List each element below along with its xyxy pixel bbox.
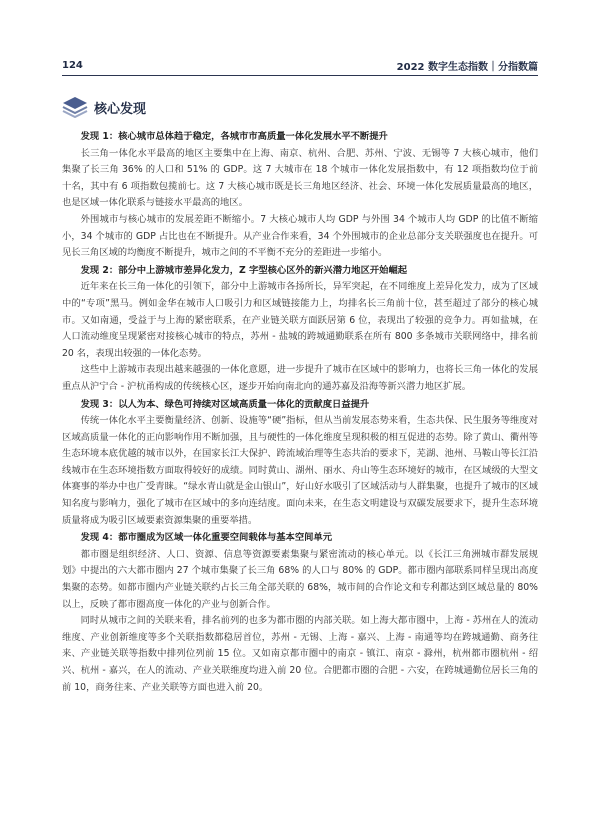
finding-3-paragraph-1: 传统一体化水平主要衡量经济、创新、设施等“硬”指标，但从当前发展态势来看，生态共保、民生服务等维度对区域高质量一体化的正向影响作用不断加强，且与硬性的一体化维度呈现积极的相互促进的态势。除了黄山、衢州等生态环境本底优越的城市以外，在国家长江大保护、跨流域治理等生态共治的要求下，芜湖、池州、马鞍山等长江沿线城市在生态环境指数方面取得较好的成绩。同时黄山、湖州、丽水、舟山等生态环境好的城市，在区域级的大型文体赛事的举办中也广受青睐。“绿水青山就是金山银山”，好山好水吸引了区域活动与人群集聚，也提升了城市的区域知名度与影响力，强化了城市在区域中的多向连结度。面向未来，在生态文明建设与双碳发展要求下，提升生态环境质量将成为吸引区域要素资源集聚的重要举措。: [62, 415, 538, 526]
finding-4-paragraph-1: 都市圈是组织经济、人口、资源、信息等资源要素集聚与紧密流动的核心单元。以《长江三角洲城市群发展规划》中提出的六大都市圈内 27 个城市集聚了长三角 68% 的人口与 80% 的 GDP。都市圈内部联系同样呈现出高度集聚的态势。如都市圈内产业链关联约占长三角全部关联的 68%，城市间的合作论文和专利都达到区域总量的 80% 以上，反映了都市圈高度一体化的产业与创新合作。: [62, 548, 538, 610]
section-heading: [62, 96, 146, 118]
header-divider: [62, 75, 538, 76]
page-header: [62, 58, 538, 72]
finding-4-heading: 发现 4：都市圈成为区域一体化重要空间载体与基本空间单元: [80, 532, 333, 544]
stacked-layers-icon: [62, 96, 88, 118]
section-title: 核心发现: [94, 101, 147, 117]
running-title: 2022 数字生态指数｜分指数篇: [396, 61, 538, 73]
finding-2-paragraph-2: 这些中上游城市表现出越来越强的一体化意愿，进一步提升了城市在区域中的影响力，也将长三角一体化的发展重点从沪宁合 - 沪杭甬构成的传统核心区，逐步开始向南北向的通苏嘉及沿海等新兴潜力地区扩展。: [62, 364, 538, 392]
finding-2-heading: 发现 2：部分中上游城市差异化发力，Z 字型核心区外的新兴潜力地区开始崛起: [80, 264, 408, 276]
finding-1-heading: 发现 1：核心城市总体趋于稳定，各城市市高质量一体化发展水平不断提升: [80, 131, 388, 142]
finding-3-heading: 发现 3：以人为本、绿色可持续对区域高质量一体化的贡献度日益提升: [80, 398, 370, 410]
finding-4-paragraph-2: 同时从城市之间的关联来看，排名前列的也多为都市圈的内部关联。如上海大都市圈中，上海 - 苏州在人的流动维度、产业创新维度等多个关联指数都稳居首位，苏州 - 无锡、上海 - 嘉兴、上海 - 南通等均在跨城通勤、商务往来、产业链关联等指数中排列位列前 15 位。又如南京都市圈中的南京 - 镇江、南京 - 滁州，杭州都市圈杭州 - 绍兴、杭州 - 嘉兴，在人的流动、产业关联维度均进入前 20 位。合肥都市圈的合肥 - 六安，在跨城通勤位居长三角的前 10，商务往来、产业关联等方面也进入前 20。: [62, 615, 538, 693]
page-number: 124: [62, 59, 83, 71]
finding-2-paragraph-1: 近年来在长三角一体化的引领下，部分中上游城市各扬所长，异军突起，在不同维度上差异化发力，成为了区域中的“专项”黑马。例如金华在城市人口吸引力和区域链接能力上，均排名长三角前十位，甚至超过了部分的核心城市。又如南通，受益于与上海的紧密联系，在产业链关联方面跃居第 6 位，表现出了较强的竞争力。再如盐城，在人口流动维度呈现紧密对接核心城市的特点，苏州 - 盐城的跨城通勤联系在所有 800 多条城市关联网络中，排名前 20 名，表现出较强的一体化态势。: [62, 281, 538, 359]
finding-1-paragraph-2: 外围城市与核心城市的发展差距不断缩小。7 大核心城市人均 GDP 与外围 34 个城市人均 GDP 的比值不断缩小，34 个城市的 GDP 占比也在不断提升。从产业合作来看，34 个外围城市的企业总部分支关联强度也在提升。可见长三角区域的均衡度不断提升，城市之间的不平衡不充分的差距进一步缩小。: [62, 213, 538, 259]
findings-body: [62, 128, 538, 696]
finding-1-paragraph-1: 长三角一体化水平最高的地区主要集中在上海、南京、杭州、合肥、苏州、宁波、无锡等 7 大核心城市，他们集聚了长三角 36% 的人口和 51% 的 GDP。这 7 大城市在 18 个城市一体化发展指数中，有 12 项指数均位于前十名，其中有 6 项指数包揽前七。这 7 大核心城市既是长三角地区经济、社会、环境一体化发展质量最高的地区，也是区域一体化联系与链接水平最高的地区。: [62, 147, 538, 209]
